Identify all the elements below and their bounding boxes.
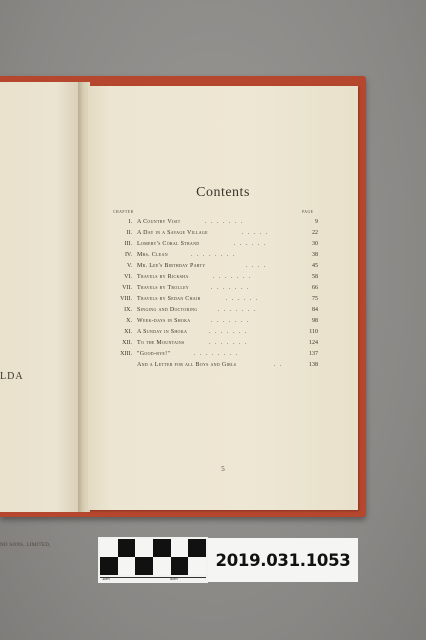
toc-page-number: 110 [309, 329, 318, 335]
left-page-text-fragment: LDA [0, 371, 24, 382]
toc-chapter-title: A Sunday in Shoka [137, 329, 188, 335]
toc-page-number: 137 [309, 351, 318, 357]
toc-chapter-number: XIII. [120, 351, 132, 357]
toc-entry [88, 241, 358, 252]
toc-chapter-number: II. [126, 230, 132, 236]
left-page [0, 82, 80, 548]
toc-leader-dots: ..... [242, 230, 272, 236]
toc-chapter-title: Travels by Ricksha [137, 274, 189, 280]
toc-entry [88, 263, 358, 274]
toc-leader-dots: ....... [205, 219, 247, 225]
toc-page-number: 45 [312, 263, 318, 269]
toc-leader-dots: ....... [211, 285, 253, 291]
color-scale-bar [98, 537, 208, 583]
toc-chapter-title: Week-days in Shoka [137, 318, 191, 324]
toc-leader-dots: ........ [194, 351, 242, 357]
page-column-header: PAGE [302, 210, 314, 214]
toc-chapter-number: X. [126, 318, 132, 324]
toc-page-number: 9 [315, 219, 318, 225]
toc-leader-dots: ........ [191, 252, 239, 258]
toc-page-number: 75 [312, 296, 318, 302]
toc-chapter-number: VI. [124, 274, 132, 280]
toc-entry [88, 219, 358, 230]
toc-chapter-number: VII. [122, 285, 132, 291]
toc-leader-dots: .. [274, 362, 286, 368]
toc-chapter-title: "Good-bye!" [137, 351, 171, 357]
toc-leader-dots: ....... [218, 307, 260, 313]
chapter-column-header: CHAPTER [113, 210, 134, 214]
toc-chapter-number: I. [128, 219, 132, 225]
toc-entry [88, 318, 358, 329]
toc-page-number: 124 [309, 340, 318, 346]
toc-chapter-title: Lomery's Coral Strand [137, 241, 200, 247]
toc-chapter-title: Mr. Lee's Birthday Party [137, 263, 206, 269]
contents-title: Contents [196, 185, 250, 200]
toc-chapter-number: IX. [124, 307, 132, 313]
toc-chapter-number: XII. [122, 340, 132, 346]
toc-leader-dots: ...... [234, 241, 270, 247]
contents-page [88, 86, 358, 510]
checker-pattern [100, 539, 206, 575]
toc-chapter-title: And a Letter for all Boys and Girls [137, 362, 237, 368]
toc-chapter-number: V. [126, 263, 132, 269]
toc-entry [88, 285, 358, 296]
toc-chapter-title: Travels by Sedan Chair [137, 296, 201, 302]
toc-page-number: 30 [312, 241, 318, 247]
left-page-imprint-fragment: ND SONS, LIMITED, [0, 543, 51, 548]
toc-page-number: 66 [312, 285, 318, 291]
toc-leader-dots: ....... [209, 329, 251, 335]
toc-chapter-title: Mrs. Clean [137, 252, 168, 258]
toc-leader-dots: ....... [213, 274, 255, 280]
toc-entry [88, 230, 358, 241]
toc-chapter-title: A Day in a Savage Village [137, 230, 208, 236]
toc-entry [88, 274, 358, 285]
toc-chapter-number: IV. [124, 252, 132, 258]
toc-page-number: 84 [312, 307, 318, 313]
accession-number-label: 2019.031.1053 [208, 538, 358, 582]
toc-chapter-number: VIII. [120, 296, 132, 302]
toc-leader-dots: ....... [209, 340, 251, 346]
toc-entry [88, 296, 358, 307]
toc-page-number: 138 [309, 362, 318, 368]
toc-entry [88, 362, 358, 373]
toc-entry [88, 329, 358, 340]
scale-ruler [100, 575, 206, 578]
toc-page-number: 58 [312, 274, 318, 280]
toc-entry [88, 340, 358, 351]
toc-leader-dots: ...... [226, 296, 262, 302]
toc-chapter-title: Travels by Trolley [137, 285, 189, 291]
toc-chapter-title: Singing and Doctoring [137, 307, 198, 313]
toc-leader-dots: .... [246, 263, 270, 269]
toc-chapter-title: To the Mountains [137, 340, 185, 346]
toc-page-number: 38 [312, 252, 318, 258]
toc-leader-dots: ....... [211, 318, 253, 324]
toc-chapter-number: XI. [124, 329, 132, 335]
toc-page-number: 98 [312, 318, 318, 324]
toc-chapter-number: III. [124, 241, 132, 247]
page-folio: 5 [221, 465, 225, 473]
scale-left-label: 1cm [102, 576, 110, 581]
toc-entry [88, 252, 358, 263]
scale-right-label: 5cm [170, 576, 178, 581]
toc-page-number: 22 [312, 230, 318, 236]
toc-entry [88, 307, 358, 318]
toc-entry [88, 351, 358, 362]
toc-chapter-title: A Country Visit [137, 219, 181, 225]
